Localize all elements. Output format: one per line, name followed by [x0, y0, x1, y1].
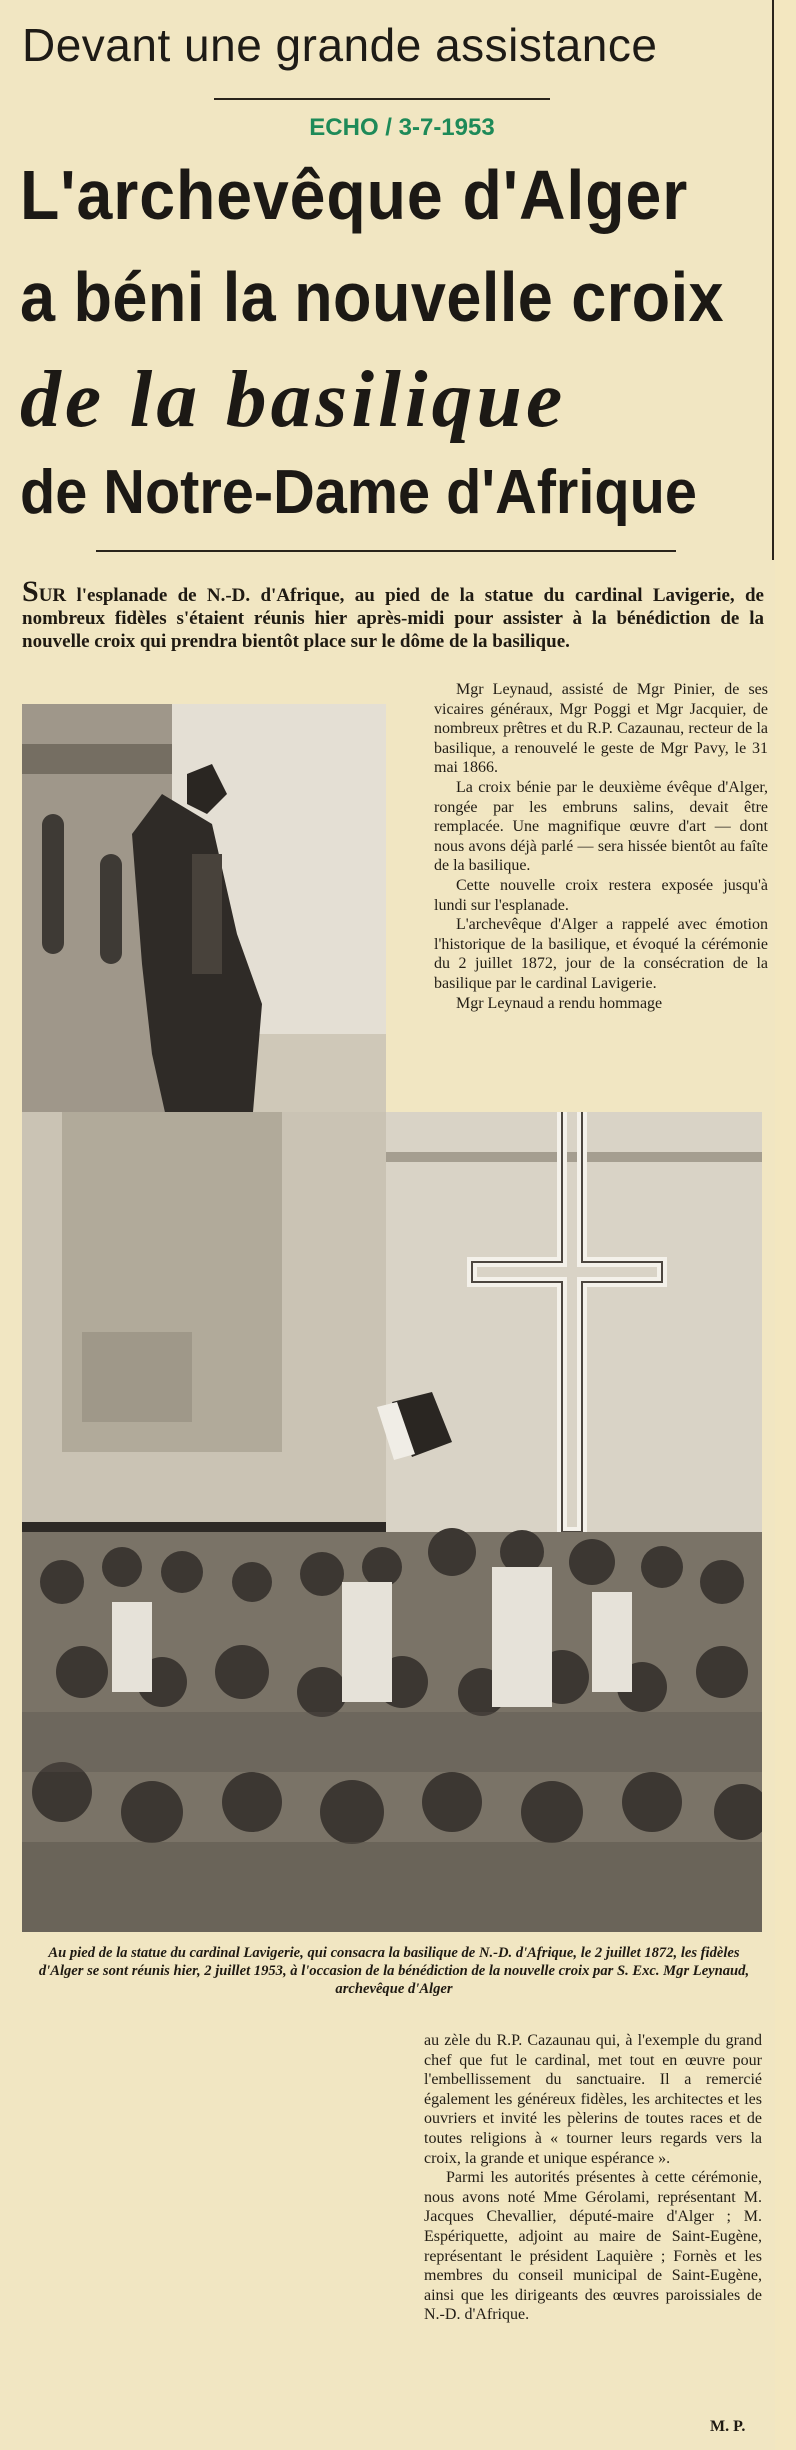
headline-line-1: L'archevêque d'Alger	[20, 156, 689, 234]
ceremony-photo-image	[22, 1112, 762, 1932]
headline-line-3: de la basilique	[20, 356, 567, 444]
paragraph: Cette nouvelle croix restera exposée jusqu'à lundi sur l'esplanade.	[434, 876, 768, 914]
lead-text: UR l'esplanade de N.-D. d'Afrique, au pied de la statue du cardinal Lavigerie, de nombreux fidèles s'étaient réunis hier après-midi pour assister à la bénédiction de la nouvelle croix qui prendra bientôt place sur le dôme de la basilique.	[22, 585, 764, 652]
lead-paragraph	[22, 575, 764, 653]
article-column-1	[434, 680, 768, 1013]
photo-caption: Au pied de la statue du cardinal Lavigerie, qui consacra la basilique de N.-D. d'Afrique, le 2 juillet 1872, les fidèles d'Alger se sont réunis hier, 2 juillet 1953, à l'occasion de la bénédiction de la nouvelle croix par S. Exc. Mgr Leynaud, archevêque d'Alger	[38, 1945, 750, 1997]
divider	[214, 98, 550, 100]
paragraph: au zèle du R.P. Cazaunau qui, à l'exemple du grand chef que fut le cardinal, met tout en œuvre pour l'embellissement du sanctuaire. Il a remercié également les généreux fidèles, les architectes et les ouvriers et invité les pèlerins de toutes races et de toutes religions à « tourner leurs regards vers la croix, la grande et unique espérance ».	[424, 2032, 762, 2167]
kicker-headline: Devant une grande assistance	[22, 19, 658, 71]
paragraph: La croix bénie par le deuxième évêque d'Alger, rongée par les embruns salins, devait être remplacée. Une magnifique œuvre d'art — dont nous avons déjà parlé — sera hissée bientôt au faîte de la basilique.	[434, 778, 768, 875]
divider	[96, 550, 676, 552]
photo-ceremony	[22, 1112, 762, 1932]
headline-line-4: de Notre-Dame d'Afrique	[20, 458, 697, 527]
paragraph: Mgr Leynaud a rendu hommage	[456, 994, 663, 1012]
paragraph: Mgr Leynaud, assisté de Mgr Pinier, de ses vicaires généraux, Mgr Poggi et Mgr Jacquier, de nombreux prêtres et du R.P. Cazaunau, recteur de la basilique, a renouvelé le geste de Mgr Pavy, le 31 mai 1866.	[434, 681, 768, 777]
author-signature: M. P.	[710, 2418, 746, 2435]
column-border	[772, 0, 774, 560]
source-stamp: ECHO / 3-7-1953	[309, 114, 495, 141]
article-column-2	[424, 2031, 762, 2325]
headline-line-2: a béni la nouvelle croix	[20, 258, 725, 336]
paragraph: L'archevêque d'Alger a rappelé avec émotion l'historique de la basilique, et évoqué la cérémonie du 2 juillet 1872, jour de la consécration de la basilique par le cardinal Lavigerie.	[434, 916, 768, 992]
drop-cap: S	[22, 575, 39, 608]
paragraph: Parmi les autorités présentes à cette cérémonie, nous avons noté Mme Gérolami, représentant M. Jacques Chevallier, député-maire d'Alger ; M. Espériquette, adjoint au maire de Saint-Eugène, représentant le président Laquière ; Fornès et les membres du conseil municipal de Saint-Eugène, ainsi que les dirigeants des œuvres paroissiales de N.-D. d'Afrique.	[424, 2169, 762, 2324]
